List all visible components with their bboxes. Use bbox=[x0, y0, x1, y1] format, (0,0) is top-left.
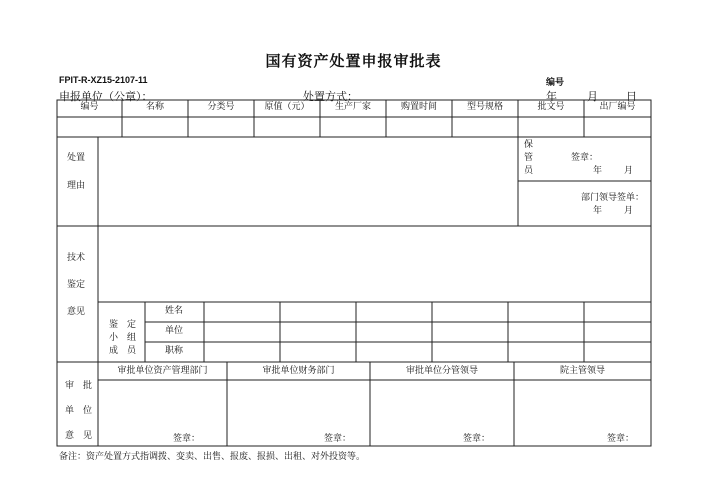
col-header: 型号规格 bbox=[466, 102, 503, 112]
asset-data-row[interactable] bbox=[57, 117, 651, 137]
dept-year: 年 bbox=[593, 206, 603, 216]
approve-sign-label: 签章： bbox=[173, 434, 201, 444]
keeper-sign-label: 签章： bbox=[571, 153, 599, 163]
method-label: 处置方式： bbox=[303, 90, 358, 103]
approve-sign-label: 签章： bbox=[607, 434, 635, 444]
applicant-label: 申报单位（公章）： bbox=[59, 90, 153, 103]
approve-label: 意 见 bbox=[65, 431, 93, 441]
group-row-label: 职称 bbox=[165, 346, 184, 356]
approve-col-header: 院主管领导 bbox=[559, 366, 605, 376]
col-header: 编号 bbox=[80, 102, 99, 112]
approve-col-header: 审批单位资产管理部门 bbox=[117, 366, 208, 376]
dept-leader-sign-label: 部门领导签单： bbox=[581, 193, 645, 203]
date-day: 日 bbox=[626, 90, 637, 103]
date-year: 年 bbox=[546, 90, 557, 103]
col-header: 批文号 bbox=[537, 102, 565, 112]
approve-sign-label: 签章： bbox=[463, 434, 491, 444]
col-header: 原值（元） bbox=[264, 102, 310, 112]
tech-label: 技术 bbox=[67, 253, 86, 263]
approve-label: 审 批 bbox=[65, 381, 93, 391]
col-header: 名称 bbox=[145, 102, 164, 112]
keeper-year: 年 bbox=[593, 166, 603, 176]
tech-label: 意见 bbox=[67, 307, 86, 317]
approve-label: 单 位 bbox=[65, 406, 93, 416]
col-header: 出厂编号 bbox=[599, 102, 636, 112]
page-title: 国有资产处置申报审批表 bbox=[265, 52, 442, 70]
reason-field[interactable] bbox=[99, 138, 517, 225]
group-row-label: 姓名 bbox=[165, 306, 184, 316]
tech-opinion-field[interactable] bbox=[99, 227, 650, 301]
footnote: 备注：资产处置方式指调拨、变卖、出售、报废、报损、出租、对外投资等。 bbox=[59, 452, 366, 462]
keeper-label: 保 bbox=[524, 140, 534, 150]
approve-sign-label: 签章： bbox=[324, 434, 352, 444]
keeper-label: 员 bbox=[524, 166, 534, 176]
reason-label: 处置 bbox=[67, 153, 86, 163]
keeper-month: 月 bbox=[624, 166, 634, 176]
form-code: FPIT-R-XZ15-2107-11 bbox=[59, 75, 148, 85]
reason-label: 理由 bbox=[67, 181, 86, 191]
approve-col-header: 审批单位分管领导 bbox=[405, 366, 478, 376]
group-label: 小 组 bbox=[109, 333, 137, 343]
keeper-label: 管 bbox=[524, 153, 534, 163]
col-header: 生产厂家 bbox=[334, 102, 371, 112]
group-row-label: 单位 bbox=[165, 326, 184, 336]
dept-month: 月 bbox=[624, 206, 634, 216]
number-label: 编号 bbox=[546, 77, 565, 87]
group-label: 成 员 bbox=[109, 346, 137, 356]
tech-label: 鉴定 bbox=[67, 280, 86, 290]
date-month: 月 bbox=[587, 90, 598, 103]
group-label: 鉴 定 bbox=[109, 320, 137, 330]
approve-col-header: 审批单位财务部门 bbox=[262, 366, 335, 376]
col-header: 购置时间 bbox=[400, 102, 437, 112]
col-header: 分类号 bbox=[207, 102, 235, 112]
